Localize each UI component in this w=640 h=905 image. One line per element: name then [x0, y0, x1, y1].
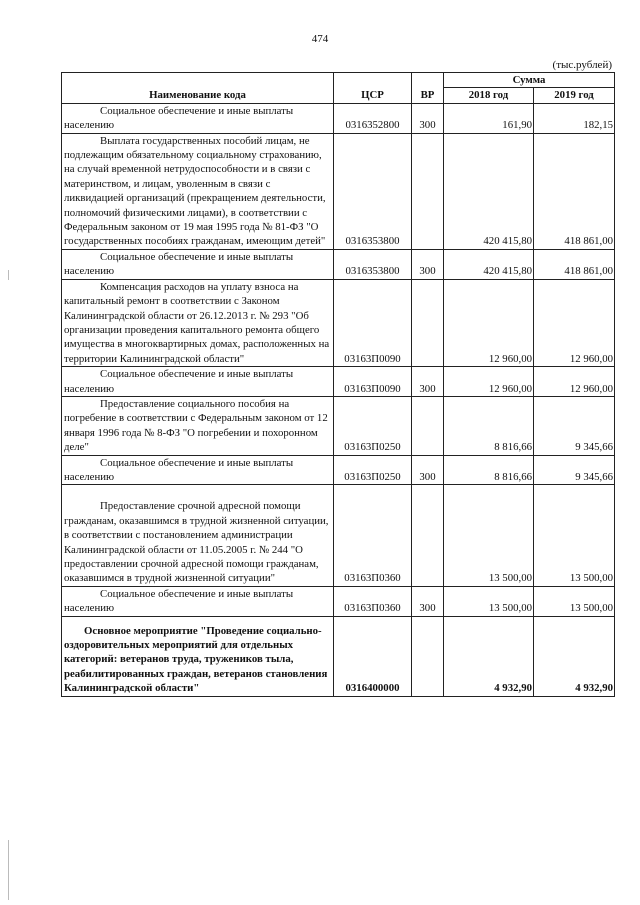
row-csr: 0316353800	[334, 249, 412, 279]
row-vr: 300	[412, 455, 444, 485]
header-2019: 2019 год	[534, 88, 615, 103]
units-label: (тыс.рублей)	[552, 59, 612, 71]
row-name: Социальное обеспечение и иные выплаты населению	[64, 587, 294, 615]
row-vr	[412, 616, 444, 696]
table-row	[62, 249, 615, 279]
row-name: Социальное обеспечение и иные выплаты населению	[64, 250, 294, 278]
row-2019: 182,15	[534, 103, 615, 133]
row-name: Компенсация расходов на уплату взноса на капитальный ремонт в соответствии с Законом Калининградской области от 26.12.2013 г. № 293 "Об организации проведения капитального ремонта общего имущества в многоквартирных домах, расположенных на территории Калининградской области"	[64, 280, 330, 365]
row-2018: 13 500,00	[444, 485, 534, 586]
row-2018: 8 816,66	[444, 455, 534, 485]
table-row	[62, 396, 615, 455]
row-2018: 420 415,80	[444, 133, 534, 249]
row-csr: 03163П0360	[334, 586, 412, 616]
scan-edge-mark	[8, 270, 9, 280]
table-row	[62, 485, 615, 586]
table-row	[62, 279, 615, 366]
table-row-main-event	[62, 616, 615, 696]
row-2018: 8 816,66	[444, 396, 534, 455]
row-name: Социальное обеспечение и иные выплаты населению	[64, 104, 294, 132]
row-vr	[412, 396, 444, 455]
page-number: 474	[311, 33, 329, 45]
row-2018: 161,90	[444, 103, 534, 133]
row-2018: 4 932,90	[444, 616, 534, 696]
row-2019: 418 861,00	[534, 249, 615, 279]
row-2019: 13 500,00	[534, 586, 615, 616]
row-vr: 300	[412, 586, 444, 616]
row-name: Социальное обеспечение и иные выплаты населению	[64, 456, 294, 483]
row-csr: 0316353800	[334, 133, 412, 249]
row-csr: 0316352800	[334, 103, 412, 133]
row-vr	[412, 485, 444, 586]
row-csr: 0316400000	[334, 616, 412, 696]
row-2019: 9 345,66	[534, 396, 615, 455]
header-csr: ЦСР	[334, 73, 412, 104]
table-row	[62, 103, 615, 133]
row-csr: 03163П0360	[334, 485, 412, 586]
row-2018: 420 415,80	[444, 249, 534, 279]
row-vr	[412, 279, 444, 366]
table-row	[62, 586, 615, 616]
header-2018: 2018 год	[444, 88, 534, 103]
header-row-top	[62, 73, 615, 88]
table-row	[62, 367, 615, 397]
row-vr: 300	[412, 367, 444, 397]
row-csr: 03163П0250	[334, 455, 412, 485]
row-name: Социальное обеспечение и иные выплаты населению	[64, 368, 294, 395]
row-vr: 300	[412, 249, 444, 279]
row-name: Выплата государственных пособий лицам, не подлежащим обязательному социальному страхованию, на случай временной нетрудоспособности и в связи с материнством, и лицам, уволенным в связи с ликвидацией организаций (прекращением деятельности, полномочий физическими лицами), в соответствии с Федеральным законом от 19 мая 1995 года № 81-ФЗ "О государственных пособиях гражданам, имеющим детей"	[64, 134, 326, 248]
budget-table	[61, 72, 615, 697]
row-csr: 03163П0250	[334, 396, 412, 455]
row-vr	[412, 133, 444, 249]
row-2019: 4 932,90	[534, 616, 615, 696]
row-2019: 12 960,00	[534, 367, 615, 397]
row-2018: 13 500,00	[444, 586, 534, 616]
scan-edge-mark	[8, 840, 9, 900]
row-name: Предоставление срочной адресной помощи гражданам, оказавшимся в трудной жизненной ситуации, в соответствии с постановлением администрации Калининградской области от 11.05.2005 г. № 244 "О предоставлении срочной адресной помощи гражданам, оказавшимся в трудной жизненной ситуации"	[64, 500, 329, 585]
row-2018: 12 960,00	[444, 279, 534, 366]
row-csr: 03163П0090	[334, 279, 412, 366]
row-2018: 12 960,00	[444, 367, 534, 397]
header-name: Наименование кода	[62, 73, 334, 104]
row-2019: 13 500,00	[534, 485, 615, 586]
row-csr: 03163П0090	[334, 367, 412, 397]
table-row	[62, 133, 615, 249]
row-2019: 12 960,00	[534, 279, 615, 366]
table-row	[62, 455, 615, 485]
header-sum: Сумма	[444, 73, 615, 88]
row-name: Предоставление социального пособия на погребение в соответствии с Федеральным законом от 12 января 1996 года № 8-ФЗ "О погребении и похоронном деле"	[64, 397, 328, 454]
header-vr: ВР	[412, 73, 444, 104]
row-vr: 300	[412, 103, 444, 133]
row-2019: 9 345,66	[534, 455, 615, 485]
row-2019: 418 861,00	[534, 133, 615, 249]
row-name: Основное мероприятие "Проведение социально-оздоровительных мероприятий для отдельных категорий: ветеранов труда, тружеников тыла, реабилитированных граждан, ветеранов становления Калининградской области"	[64, 624, 328, 695]
